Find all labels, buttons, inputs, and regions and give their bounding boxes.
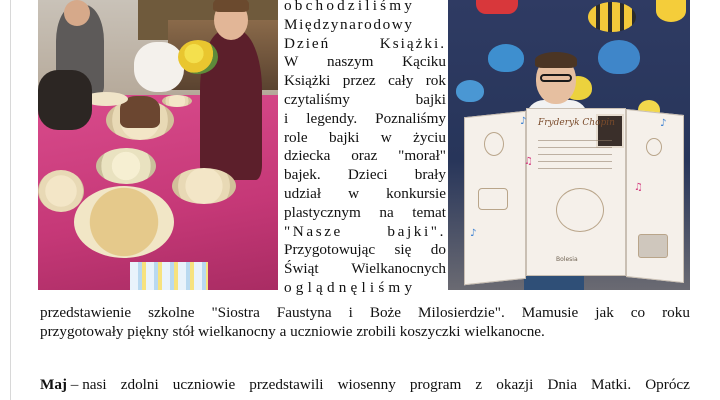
small-plate <box>162 95 192 107</box>
word: wiosenny <box>337 376 396 393</box>
word: jak <box>595 304 614 321</box>
word: legendy. <box>306 109 358 127</box>
word: w <box>380 128 392 146</box>
easter-paragraph-line <box>40 304 690 323</box>
word: Dzień <box>284 34 331 52</box>
boy-hair <box>535 52 577 68</box>
butterfly-icon <box>488 44 524 72</box>
glasses-icon <box>540 74 572 82</box>
text-column-line <box>284 204 446 223</box>
may-line <box>40 376 690 395</box>
word: Międzynarodowy <box>284 15 414 33</box>
word: na <box>379 203 394 221</box>
word: W <box>284 53 299 71</box>
word: Dnia <box>547 376 577 393</box>
word: "Siostra <box>211 304 260 321</box>
sketch-drawing <box>484 132 504 156</box>
word: Wielkanocnych <box>351 260 446 278</box>
word: obchodziliśmy <box>284 0 416 14</box>
poster-signature: Bolesia <box>556 256 578 263</box>
child-left-head <box>64 0 90 26</box>
word: okazji <box>496 376 534 393</box>
text-column-line <box>284 91 446 110</box>
word: Dzieci <box>347 166 388 184</box>
word: bajek. <box>284 166 321 184</box>
text-column-line <box>284 260 446 279</box>
word: roku <box>662 304 690 321</box>
music-note-icon: ♪ <box>470 228 477 239</box>
word: dziecka <box>284 147 331 165</box>
word: oglądnęliśmy <box>284 278 417 296</box>
word: "morał" <box>398 147 446 165</box>
snack-plate <box>172 168 236 204</box>
photo-print <box>638 234 668 258</box>
word: program <box>409 376 462 393</box>
easter-napkins <box>130 262 208 290</box>
cookie-plate <box>74 186 174 258</box>
poster-title: Fryderyk Chopin <box>538 118 615 128</box>
word: i <box>348 304 353 321</box>
piano-sketch <box>478 188 508 210</box>
word: Świąt <box>284 260 319 278</box>
month-label: Maj <box>40 376 67 393</box>
music-note-icon: ♫ <box>634 182 643 193</box>
word: Oprócz <box>645 376 690 393</box>
flower-bouquet <box>178 40 218 74</box>
butterfly-icon <box>456 80 484 102</box>
word: Milosierdzie". <box>418 304 505 321</box>
poster-handwriting <box>538 134 612 174</box>
word: plastycznym <box>284 203 361 221</box>
word: zdolni <box>120 376 159 393</box>
page-margin-line <box>10 0 11 400</box>
text-column-line <box>284 110 446 129</box>
word: udział <box>284 184 322 202</box>
word: Książki. <box>379 34 446 52</box>
word: czytaliśmy <box>284 90 350 108</box>
word: i <box>284 109 289 127</box>
word: szkolne <box>148 304 195 321</box>
word: role <box>284 128 308 146</box>
word: przez <box>342 72 376 90</box>
may-paragraph <box>40 376 690 395</box>
sun-decoration <box>656 0 686 22</box>
text-column-line <box>284 185 446 204</box>
easter-table-photo <box>38 0 278 290</box>
text-column-line <box>284 72 446 91</box>
text-column-line <box>284 129 446 148</box>
word: przedstawili <box>249 376 324 393</box>
music-note-icon: ♪ <box>660 118 667 129</box>
text-column-line <box>284 223 446 242</box>
deviled-eggs-dish <box>96 148 156 184</box>
text-column-line <box>284 53 446 72</box>
word: oraz <box>351 147 378 165</box>
text-column-line <box>284 241 446 260</box>
word: rok <box>425 72 446 90</box>
sketch-drawing <box>646 138 662 156</box>
word: co <box>630 304 646 321</box>
word: przedstawienie <box>40 304 132 321</box>
word: przygotowały piękny stół wielkanocny a uczniowie zrobili koszyczki wielkanocne. <box>40 322 545 340</box>
text-column-line <box>284 279 446 298</box>
text-column-line <box>284 147 446 166</box>
easter-paragraph <box>40 304 690 342</box>
book-day-text <box>284 0 446 298</box>
bread-plate <box>38 170 84 212</box>
word: Poznaliśmy <box>375 109 446 127</box>
word: konkursie <box>386 184 446 202</box>
word: do <box>430 241 446 259</box>
word: Faustyna <box>276 304 332 321</box>
text-column-line <box>284 0 446 16</box>
music-note-icon: ♪ <box>520 116 527 127</box>
child-standing-hair <box>213 0 249 12</box>
child-arm <box>38 70 92 130</box>
trifold-poster <box>464 108 684 276</box>
text-column-line <box>284 166 446 185</box>
word: Matki. <box>591 376 632 393</box>
word: Kąciku <box>402 53 446 71</box>
word: bajki". <box>387 222 446 240</box>
word: życiu <box>413 128 446 146</box>
easter-paragraph-line <box>40 323 690 342</box>
word: bajki <box>329 128 360 146</box>
butterfly-icon <box>598 40 640 74</box>
word: cały <box>388 72 414 90</box>
word: naszym <box>327 53 374 71</box>
word: uczniowie <box>172 376 236 393</box>
word: "Nasze <box>284 222 343 240</box>
word: Książki <box>284 72 331 90</box>
word: Mamusie <box>521 304 579 321</box>
text-column-line <box>284 16 446 35</box>
word: Maj – nasi <box>40 376 107 393</box>
word: brały <box>414 166 446 184</box>
word: się <box>394 241 412 259</box>
bee-decoration <box>588 2 636 32</box>
word: bajki <box>415 90 446 108</box>
chopin-project-photo <box>448 0 690 290</box>
text-column-line <box>284 35 446 54</box>
lamb-figurine <box>134 42 184 92</box>
word: w <box>348 184 360 202</box>
word: temat <box>412 203 446 221</box>
portrait-sketch <box>556 188 604 232</box>
music-note-icon: ♫ <box>524 156 533 167</box>
word: Przygotowując <box>284 241 376 259</box>
red-letter-decoration <box>476 0 518 14</box>
word: z <box>475 376 483 393</box>
word: Boże <box>369 304 402 321</box>
